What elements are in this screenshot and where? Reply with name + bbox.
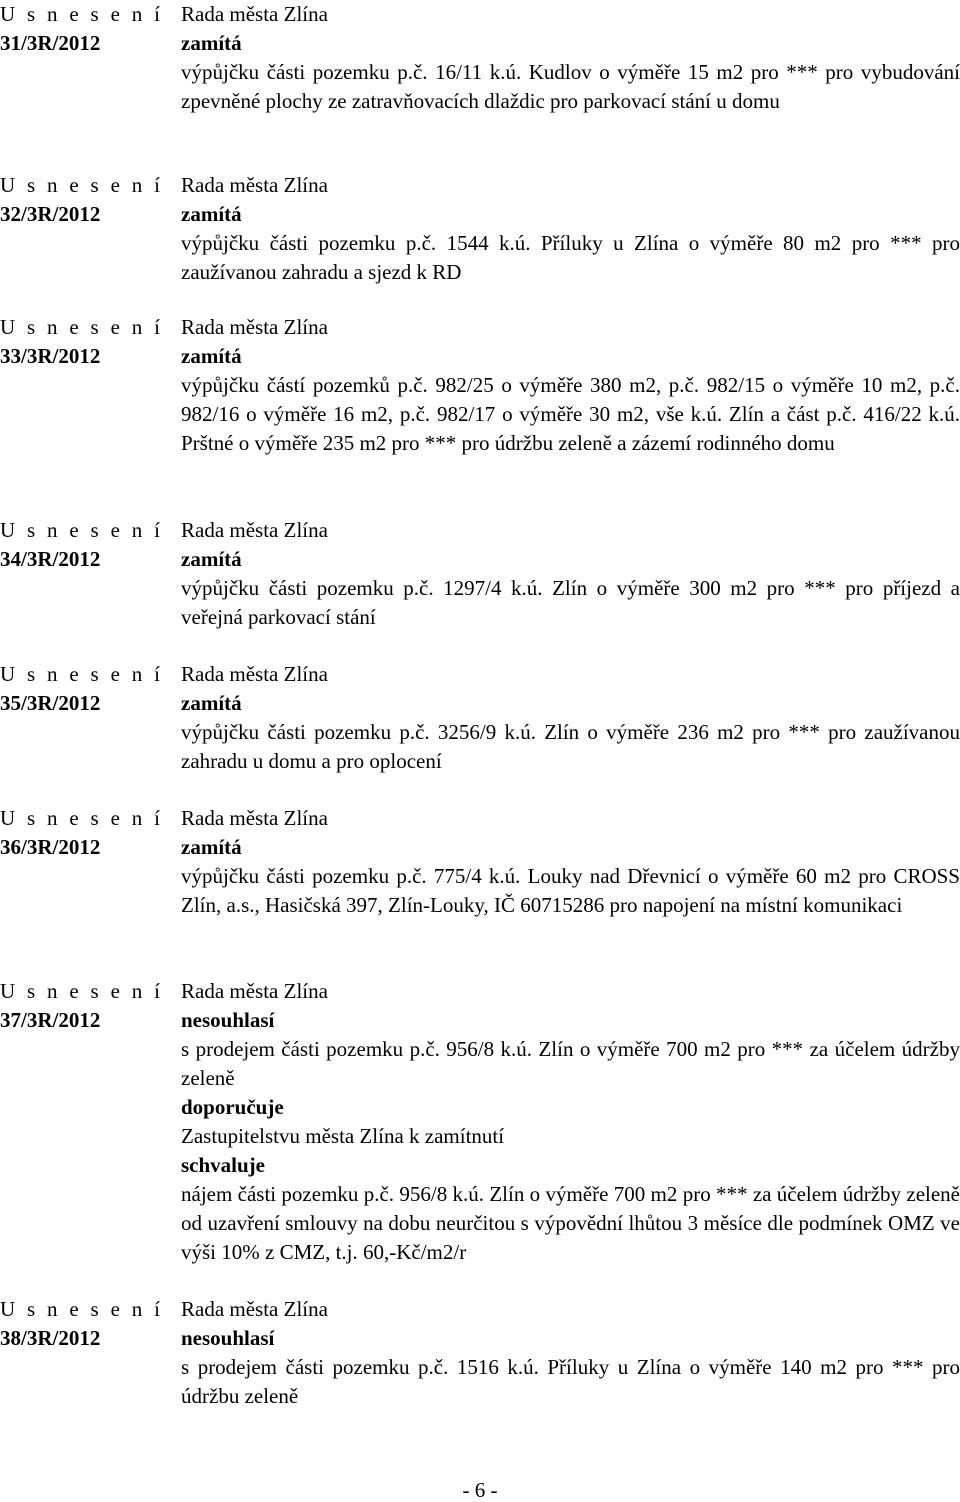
resolution-number: 31/3R/2012 <box>0 31 101 55</box>
council-name: Rada města Zlína <box>181 315 328 339</box>
decision-text: s prodejem části pozemku p.č. 1516 k.ú. Příluky u Zlína o výměře 140 m2 pro *** pro údržbu zeleně <box>181 1355 960 1408</box>
resolution-label: U s n e s e n í <box>0 518 164 542</box>
resolution-number: 37/3R/2012 <box>0 1008 101 1032</box>
decision-text: s prodejem části pozemku p.č. 956/8 k.ú. Zlín o výměře 700 m2 pro *** za účelem údržby zeleně <box>181 1037 960 1090</box>
resolution-label: U s n e s e n í <box>0 662 164 686</box>
decision-text-approve: nájem části pozemku p.č. 956/8 k.ú. Zlín o výměře 700 m2 pro *** za účelem údržby zeleně od uzavření smlouvy na dobu neurčitou s výpovědní lhůtou 3 měsíce dle podmínek OMZ ve výši 10% z CMZ, t.j. 60,-Kč/m2/r <box>181 1182 960 1264</box>
council-name: Rada města Zlína <box>181 662 328 686</box>
resolution-label: U s n e s e n í <box>0 1297 164 1321</box>
decision-text: výpůjčku částí pozemků p.č. 982/25 o výměře 380 m2, p.č. 982/15 o výměře 10 m2, p.č. 982/16 o výměře 16 m2, p.č. 982/17 o výměře 30 m2, vše k.ú. Zlín a část p.č. 416/22 k.ú. Prštné o výměře 235 m2 pro *** pro údržbu zeleně a zázemí rodinného domu <box>181 373 960 455</box>
resolution-label: U s n e s e n í <box>0 315 164 339</box>
council-name: Rada města Zlína <box>181 1297 328 1321</box>
resolution-label: U s n e s e n í <box>0 2 164 26</box>
decision-text: výpůjčku části pozemku p.č. 3256/9 k.ú. Zlín o výměře 236 m2 pro *** pro zaužívanou zahradu u domu a pro oplocení <box>181 720 960 773</box>
decision-verb: nesouhlasí <box>181 1326 275 1350</box>
decision-verb: zamítá <box>181 344 242 368</box>
decision-verb: nesouhlasí <box>181 1008 275 1032</box>
council-name: Rada města Zlína <box>181 173 328 197</box>
decision-verb-recommend: doporučuje <box>181 1095 284 1119</box>
resolution-label: U s n e s e n í <box>0 806 164 830</box>
resolution-number: 33/3R/2012 <box>0 344 101 368</box>
resolution-number: 38/3R/2012 <box>0 1326 101 1350</box>
decision-text: výpůjčku části pozemku p.č. 775/4 k.ú. Louky nad Dřevnicí o výměře 60 m2 pro CROSS Zlín, a.s., Hasičská 397, Zlín-Louky, IČ 60715286 pro napojení na místní komunikaci <box>181 864 960 917</box>
resolution-label: U s n e s e n í <box>0 173 164 197</box>
decision-text: výpůjčku části pozemku p.č. 16/11 k.ú. Kudlov o výměře 15 m2 pro *** pro vybudování zpevněné plochy ze zatravňovacích dlaždic pro parkovací stání u domu <box>181 60 960 113</box>
resolution-label: U s n e s e n í <box>0 979 164 1003</box>
decision-verb: zamítá <box>181 691 242 715</box>
council-name: Rada města Zlína <box>181 806 328 830</box>
council-name: Rada města Zlína <box>181 979 328 1003</box>
resolution-number: 32/3R/2012 <box>0 202 101 226</box>
decision-verb: zamítá <box>181 547 242 571</box>
resolution-number: 35/3R/2012 <box>0 691 101 715</box>
decision-verb-approve: schvaluje <box>181 1153 265 1177</box>
decision-verb: zamítá <box>181 31 242 55</box>
council-name: Rada města Zlína <box>181 2 328 26</box>
decision-text: výpůjčku části pozemku p.č. 1297/4 k.ú. Zlín o výměře 300 m2 pro *** pro příjezd a veřejná parkovací stání <box>181 576 960 629</box>
resolution-number: 36/3R/2012 <box>0 835 101 859</box>
decision-text: výpůjčku části pozemku p.č. 1544 k.ú. Příluky u Zlína o výměře 80 m2 pro *** pro zaužívanou zahradu a sjezd k RD <box>181 231 960 284</box>
decision-text-recommend: Zastupitelstvu města Zlína k zamítnutí <box>181 1124 505 1148</box>
council-name: Rada města Zlína <box>181 518 328 542</box>
decision-verb: zamítá <box>181 202 242 226</box>
page-number: - 6 - <box>462 1478 498 1502</box>
decision-verb: zamítá <box>181 835 242 859</box>
resolution-number: 34/3R/2012 <box>0 547 101 571</box>
